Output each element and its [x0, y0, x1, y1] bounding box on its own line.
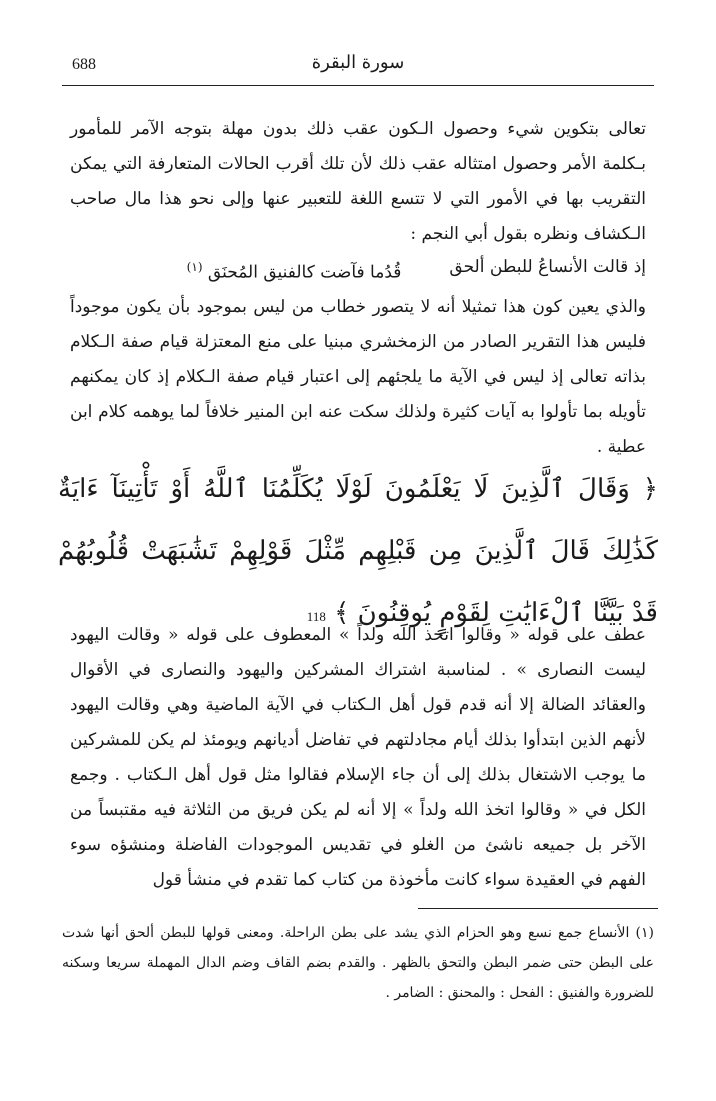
poetry-hemistich-1: إذ قالت الأنساعُ للبطن ألحق: [449, 257, 646, 277]
page-number: 688: [72, 56, 96, 73]
poetry-hemistich-2: قُدُما فآضت كالفنيق المُحنَق: [207, 262, 402, 283]
paragraph-1: تعالى بتكوين شيء وحصول الـكون عقب ذلك بدون مهلة بتوجه الآمر للمأمور بـكلمة الأمر وحصول امتثاله عقب ذلك لأن تلك أقرب الحالات المتعارفة التي يمكن التقريب بها في الأمور التي لا تتسع اللغة للتعبير عنها وإلى نحو هذا مال صاحب الـكشاف ونظره بقول أبي النجم :: [70, 119, 646, 244]
surah-title: سورة البقرة: [311, 52, 405, 73]
footnote-text: (١) الأنساع جمع نسع وهو الحزام الذي يشد على بطن الراحلة. ومعنى قولها للبطن ألحق أنها شدت على البطن حتى ضمر البطن والتحق بالظهر . والقدم بضم القاف وضم الدال المهملة سريعا وسكنه للضرورة والفنيق : الفحل : والمحنق : الضامر .: [62, 925, 654, 1001]
page-header: [62, 50, 654, 86]
footnote-divider: [418, 908, 658, 909]
verse-number: 118: [306, 609, 326, 624]
footnote-marker[interactable]: (١): [186, 260, 203, 274]
header-divider: [62, 85, 654, 86]
quran-verse-text: ﴿ وَقَالَ ٱلَّذِينَ لَا يَعْلَمُونَ لَوْلَا يُكَلِّمُنَا ٱللَّهُ أَوْ تَأْتِينَآ ءَايَةٌ كَذَٰلِكَ قَالَ ٱلَّذِينَ مِن قَبْلِهِم مِّثْلَ قَوْلِهِمْ تَشَٰبَهَتْ قُلُوبُهُمْ قَدْ بَيَّنَّا ٱلْءَايَٰتِ لِقَوْمٍ يُوقِنُونَ ﴾: [58, 474, 658, 628]
poetry-line: [95, 252, 646, 288]
paragraph-2: والذي يعين كون هذا تمثيلا أنه لا يتصور خطاب من ليس بموجود بأن يكون موجوداً فليس هذا التقرير الصادر من الزمخشري مبنيا على منع المعتزلة قيام صفة الـكلام بذاته تعالى إذ ليس في الآية ما يلجئهم إلى اعتبار قيام صفة الـكلام إذ كان يمكنهم تأويله بما تأولوا به آيات كثيرة ولذلك سكت عنه ابن المنير خلافاً لما يوهمه كلام ابن عطية .: [70, 297, 646, 457]
poetry-hemistich-2-wrap: [187, 252, 402, 288]
paragraph-3: عطف على قوله « وقالوا اتخذ الله ولداً » المعطوف على قوله « وقالت اليهود ليست النصارى » . لمناسبة اشتراك المشركين واليهود والنصارى في الأقوال والعقائد الضالة إلا أنه قدم قول أهل الـكتاب في الآية الماضية وهي وقالت اليهود لأنهم الذين ابتدأوا بذلك أيام مجادلتهم في تفاضل أديانهم ويومئذ لم يكن للمشركين ما يوجب الاشتغال بذلك إلى أن جاء الإسلام فقالوا مثل قول أهل الـكتاب . وجمع الكل في « وقالوا اتخذ الله ولداً » إلا أنه لم يكن فريق من الثلاثة فيه مقتبساً من الآخر بل جميعه ناشئ من الغلو في تقديس الموجودات الفاضلة ومنشؤه سوء الفهم في العقيدة سواء كانت مأخوذة من كتاب كما تقدم في منشأ قول: [70, 625, 646, 890]
